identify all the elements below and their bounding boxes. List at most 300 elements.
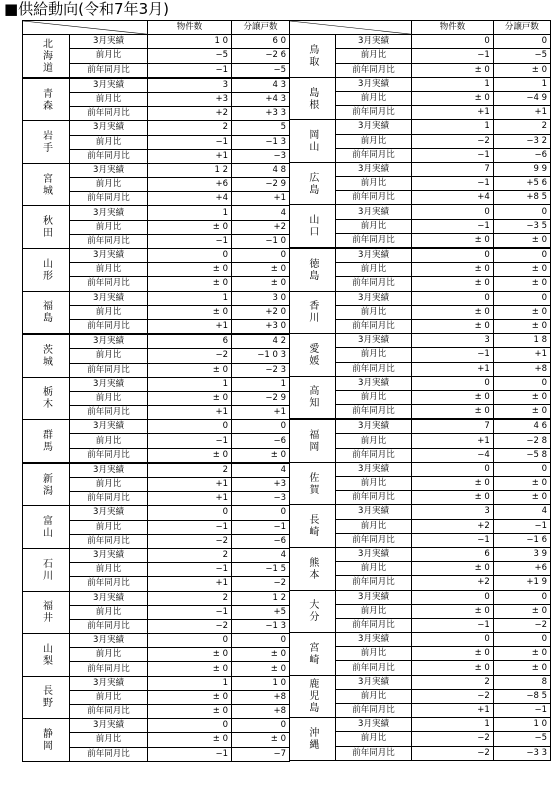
- units-cell: ± 0: [493, 305, 550, 319]
- units-cell: +8 5: [493, 191, 550, 205]
- row-label: 3月実績: [335, 376, 412, 390]
- table-row: [23, 463, 290, 478]
- row-label: 3月実績: [70, 163, 148, 177]
- count-cell: 0: [148, 506, 232, 520]
- count-cell: ± 0: [412, 405, 494, 420]
- diagonal-header-cell: [23, 21, 148, 35]
- row-label: 3月実績: [335, 205, 412, 219]
- prefecture-name: 鳥取: [290, 35, 336, 78]
- count-cell: −2: [148, 349, 232, 363]
- units-cell: −3 5: [493, 219, 550, 233]
- prefecture-name: 静岡: [23, 719, 70, 762]
- units-cell: 4 2: [232, 334, 290, 349]
- row-label: 前年同月比: [70, 534, 148, 548]
- row-label: 3月実績: [335, 77, 412, 91]
- count-cell: 0: [148, 420, 232, 434]
- units-cell: 4: [493, 505, 550, 519]
- row-label: 前月比: [335, 434, 412, 448]
- row-label: 3月実績: [335, 505, 412, 519]
- count-cell: ± 0: [148, 263, 232, 277]
- units-cell: −3: [232, 149, 290, 163]
- units-cell: 0: [232, 719, 290, 733]
- count-cell: 1 0: [148, 35, 232, 49]
- table-row: [23, 591, 290, 605]
- units-cell: −1: [493, 519, 550, 533]
- count-cell: +4: [412, 191, 494, 205]
- row-label: 3月実績: [70, 634, 148, 648]
- prefecture-name: 山形: [23, 249, 70, 292]
- count-cell: 3: [412, 334, 494, 348]
- count-cell: −5: [148, 49, 232, 63]
- units-cell: 0: [493, 590, 550, 604]
- units-cell: −5 8: [493, 448, 550, 462]
- row-label: 前年同月比: [70, 577, 148, 591]
- prefecture-name: 宮崎: [290, 633, 336, 676]
- table-row: [23, 121, 290, 135]
- units-cell: ± 0: [493, 661, 550, 675]
- table-row: [290, 77, 551, 91]
- row-label: 前月比: [335, 305, 412, 319]
- header-units: 分譲戸数: [232, 21, 290, 35]
- table-row: [23, 548, 290, 562]
- count-cell: −1: [148, 234, 232, 248]
- table-row: [23, 163, 290, 177]
- count-cell: 3: [148, 78, 232, 93]
- row-label: 前月比: [70, 434, 148, 448]
- table-row: [23, 206, 290, 220]
- units-cell: −5: [493, 732, 550, 746]
- count-cell: −1: [148, 434, 232, 448]
- table-row: [290, 718, 551, 732]
- prefecture-name: 新潟: [23, 463, 70, 506]
- row-label: 前年同月比: [70, 277, 148, 291]
- count-cell: 7: [412, 162, 494, 176]
- units-cell: ± 0: [493, 63, 550, 77]
- row-label: 前年同月比: [335, 63, 412, 77]
- count-cell: 0: [412, 590, 494, 604]
- units-cell: ± 0: [232, 733, 290, 747]
- row-label: 3月実績: [70, 506, 148, 520]
- count-cell: −2: [412, 689, 494, 703]
- count-cell: ± 0: [412, 277, 494, 291]
- row-label: 前月比: [335, 134, 412, 148]
- row-label: 前月比: [335, 348, 412, 362]
- units-cell: 2: [493, 120, 550, 134]
- units-cell: +1 9: [493, 576, 550, 590]
- table-row: [23, 634, 290, 648]
- units-cell: −7: [232, 747, 290, 761]
- prefecture-name: 岩手: [23, 121, 70, 164]
- row-label: 前月比: [70, 305, 148, 319]
- row-label: 前年同月比: [70, 619, 148, 633]
- row-label: 3月実績: [335, 248, 412, 263]
- units-cell: −1 0: [232, 234, 290, 248]
- count-cell: ± 0: [412, 390, 494, 404]
- header-count: 物件数: [148, 21, 232, 35]
- count-cell: −1: [412, 533, 494, 547]
- units-cell: −1 3: [232, 135, 290, 149]
- row-label: 前月比: [70, 733, 148, 747]
- row-label: 3月実績: [70, 78, 148, 93]
- table-row: [290, 462, 551, 476]
- prefecture-name: 長崎: [290, 505, 336, 548]
- count-cell: 1: [148, 206, 232, 220]
- count-cell: ± 0: [148, 305, 232, 319]
- units-cell: 8: [493, 675, 550, 689]
- row-label: 前月比: [335, 732, 412, 746]
- count-cell: −1: [412, 148, 494, 162]
- count-cell: ± 0: [412, 562, 494, 576]
- row-label: 前月比: [70, 478, 148, 492]
- prefecture-name: 富山: [23, 506, 70, 549]
- units-cell: 4: [232, 548, 290, 562]
- table-row: [23, 35, 290, 49]
- units-cell: ± 0: [493, 319, 550, 333]
- row-label: 3月実績: [70, 249, 148, 263]
- count-cell: 0: [412, 376, 494, 390]
- prefecture-name: 岡山: [290, 120, 336, 163]
- count-cell: 2: [148, 591, 232, 605]
- row-label: 前年同月比: [70, 406, 148, 420]
- units-cell: −3: [232, 492, 290, 506]
- count-cell: +2: [412, 576, 494, 590]
- table-row: [23, 291, 290, 305]
- units-cell: +2 0: [232, 305, 290, 319]
- count-cell: 0: [148, 634, 232, 648]
- row-label: 前年同月比: [335, 405, 412, 420]
- count-cell: −2: [148, 619, 232, 633]
- prefecture-name: 山口: [290, 205, 336, 248]
- row-label: 前月比: [335, 49, 412, 63]
- units-cell: 0: [493, 291, 550, 305]
- count-cell: −2: [412, 746, 494, 760]
- table-row: [23, 249, 290, 263]
- row-label: 前年同月比: [70, 149, 148, 163]
- units-cell: +1: [232, 406, 290, 420]
- units-cell: +5: [232, 605, 290, 619]
- table-row: [290, 419, 551, 434]
- row-label: 3月実績: [335, 590, 412, 604]
- count-cell: ± 0: [148, 448, 232, 463]
- row-label: 前年同月比: [70, 705, 148, 719]
- count-cell: ± 0: [412, 604, 494, 618]
- count-cell: −1: [148, 135, 232, 149]
- count-cell: 0: [412, 205, 494, 219]
- count-cell: −1: [148, 605, 232, 619]
- prefecture-name: 香川: [290, 291, 336, 334]
- count-cell: ± 0: [412, 263, 494, 277]
- row-label: 3月実績: [70, 291, 148, 305]
- count-cell: −2: [148, 534, 232, 548]
- row-label: 3月実績: [335, 162, 412, 176]
- table-row: [290, 590, 551, 604]
- count-cell: ± 0: [148, 391, 232, 405]
- units-cell: ± 0: [493, 405, 550, 420]
- row-label: 前月比: [335, 219, 412, 233]
- units-cell: 0: [232, 506, 290, 520]
- units-cell: 0: [493, 205, 550, 219]
- table-row: [290, 162, 551, 176]
- units-cell: −1: [232, 520, 290, 534]
- row-label: 前月比: [70, 178, 148, 192]
- count-cell: 0: [412, 633, 494, 647]
- units-cell: ± 0: [493, 647, 550, 661]
- row-label: 前月比: [70, 605, 148, 619]
- units-cell: 0: [232, 420, 290, 434]
- page-title: ■供給動向(令和7年3月): [4, 0, 169, 18]
- count-cell: 1: [412, 718, 494, 732]
- row-label: 前月比: [335, 477, 412, 491]
- prefecture-name: 青森: [23, 78, 70, 121]
- row-label: 前年同月比: [70, 107, 148, 121]
- count-cell: −2: [412, 134, 494, 148]
- units-cell: +3 3: [232, 107, 290, 121]
- row-label: 前月比: [70, 220, 148, 234]
- count-cell: ± 0: [412, 91, 494, 105]
- table-row: [23, 506, 290, 520]
- row-label: 前年同月比: [70, 747, 148, 761]
- count-cell: +1: [412, 362, 494, 376]
- count-cell: +3: [148, 92, 232, 106]
- units-cell: +1: [232, 192, 290, 206]
- row-label: 3月実績: [335, 35, 412, 49]
- prefecture-name: 栃木: [23, 377, 70, 420]
- count-cell: ± 0: [412, 233, 494, 248]
- row-label: 前年同月比: [335, 106, 412, 120]
- table-row: [290, 248, 551, 263]
- count-cell: 2: [412, 675, 494, 689]
- units-cell: ± 0: [232, 448, 290, 463]
- count-cell: 1: [412, 120, 494, 134]
- units-cell: −2 6: [232, 49, 290, 63]
- count-cell: +1: [412, 434, 494, 448]
- units-cell: −1: [493, 704, 550, 718]
- table-row: [23, 719, 290, 733]
- units-cell: ± 0: [493, 477, 550, 491]
- row-label: 前年同月比: [335, 319, 412, 333]
- table-row: [23, 420, 290, 434]
- units-cell: ± 0: [493, 263, 550, 277]
- row-label: 前年同月比: [335, 576, 412, 590]
- units-cell: 0: [232, 634, 290, 648]
- count-cell: 2: [148, 548, 232, 562]
- units-cell: 1 0: [232, 676, 290, 690]
- row-label: 前月比: [70, 563, 148, 577]
- prefecture-name: 北海道: [23, 35, 70, 78]
- units-cell: −6: [493, 148, 550, 162]
- units-cell: −2 9: [232, 391, 290, 405]
- prefecture-name: 広島: [290, 162, 336, 205]
- row-label: 前年同月比: [335, 448, 412, 462]
- count-cell: 6: [412, 547, 494, 561]
- units-cell: −2 3: [232, 363, 290, 377]
- row-label: 前年同月比: [70, 448, 148, 463]
- count-cell: −1: [412, 618, 494, 632]
- count-cell: +1: [412, 106, 494, 120]
- units-cell: 0: [232, 249, 290, 263]
- row-label: 3月実績: [70, 719, 148, 733]
- count-cell: +1: [148, 577, 232, 591]
- header-row: [23, 21, 290, 35]
- units-cell: +8: [493, 362, 550, 376]
- count-cell: −1: [148, 63, 232, 78]
- units-cell: ± 0: [493, 390, 550, 404]
- units-cell: 3 9: [493, 547, 550, 561]
- count-cell: ± 0: [148, 662, 232, 676]
- row-label: 3月実績: [70, 377, 148, 391]
- count-cell: ± 0: [148, 220, 232, 234]
- units-cell: ± 0: [493, 233, 550, 248]
- count-cell: −1: [412, 49, 494, 63]
- units-cell: 1 0: [493, 718, 550, 732]
- count-cell: +1: [412, 704, 494, 718]
- units-cell: −2: [232, 577, 290, 591]
- prefecture-name: 福岡: [290, 419, 336, 462]
- row-label: 前月比: [335, 604, 412, 618]
- units-cell: 5: [232, 121, 290, 135]
- count-cell: 1 2: [148, 163, 232, 177]
- row-label: 前年同月比: [70, 662, 148, 676]
- table-row: [290, 547, 551, 561]
- count-cell: 0: [148, 719, 232, 733]
- count-cell: 3: [412, 505, 494, 519]
- units-cell: 4: [232, 206, 290, 220]
- units-cell: +3 0: [232, 319, 290, 334]
- table-row: [290, 120, 551, 134]
- count-cell: −1: [412, 177, 494, 191]
- row-label: 前年同月比: [70, 319, 148, 334]
- table-row: [23, 78, 290, 93]
- header-row: [290, 21, 551, 35]
- prefecture-name: 熊本: [290, 547, 336, 590]
- units-cell: −6: [232, 434, 290, 448]
- row-label: 前年同月比: [335, 233, 412, 248]
- count-cell: +1: [148, 149, 232, 163]
- prefecture-name: 宮城: [23, 163, 70, 206]
- units-cell: −1 0 3: [232, 349, 290, 363]
- row-label: 3月実績: [70, 548, 148, 562]
- count-cell: −1: [148, 563, 232, 577]
- table-row: [290, 205, 551, 219]
- count-cell: +1: [148, 406, 232, 420]
- units-cell: 1: [493, 77, 550, 91]
- count-cell: 0: [412, 248, 494, 263]
- units-cell: +8: [232, 690, 290, 704]
- row-label: 前年同月比: [335, 362, 412, 376]
- row-label: 前月比: [70, 349, 148, 363]
- count-cell: 7: [412, 419, 494, 434]
- units-cell: 6 0: [232, 35, 290, 49]
- units-cell: 1: [232, 377, 290, 391]
- header-units: 分譲戸数: [493, 21, 550, 35]
- table-row: [290, 505, 551, 519]
- units-cell: +3: [232, 478, 290, 492]
- row-label: 前月比: [335, 390, 412, 404]
- row-label: 前月比: [70, 520, 148, 534]
- prefecture-name: 山梨: [23, 634, 70, 677]
- units-cell: 4 6: [493, 419, 550, 434]
- table-row: [23, 377, 290, 391]
- row-label: 3月実績: [70, 591, 148, 605]
- units-cell: 3 0: [232, 291, 290, 305]
- units-cell: +8: [232, 705, 290, 719]
- units-cell: 0: [493, 633, 550, 647]
- count-cell: +2: [412, 519, 494, 533]
- count-cell: 2: [148, 121, 232, 135]
- units-cell: +2: [232, 220, 290, 234]
- count-cell: ± 0: [148, 648, 232, 662]
- units-cell: −1 5: [232, 563, 290, 577]
- prefecture-name: 高知: [290, 376, 336, 419]
- count-cell: 1: [412, 77, 494, 91]
- row-label: 前年同月比: [70, 234, 148, 248]
- prefecture-name: 大分: [290, 590, 336, 633]
- row-label: 前月比: [335, 91, 412, 105]
- units-cell: 0: [493, 248, 550, 263]
- count-cell: −1: [148, 520, 232, 534]
- units-cell: ± 0: [232, 277, 290, 291]
- count-cell: 0: [412, 35, 494, 49]
- count-cell: 1: [148, 291, 232, 305]
- units-cell: ± 0: [493, 604, 550, 618]
- row-label: 3月実績: [70, 35, 148, 49]
- units-cell: −3 3: [493, 746, 550, 760]
- row-label: 前年同月比: [70, 63, 148, 78]
- supply-table-left: [22, 20, 290, 762]
- count-cell: 1: [148, 676, 232, 690]
- row-label: 前年同月比: [335, 191, 412, 205]
- units-cell: ± 0: [493, 277, 550, 291]
- row-label: 前月比: [335, 177, 412, 191]
- count-cell: ± 0: [412, 661, 494, 675]
- row-label: 前月比: [335, 519, 412, 533]
- row-label: 前年同月比: [70, 363, 148, 377]
- row-label: 3月実績: [70, 420, 148, 434]
- row-label: 前年同月比: [335, 491, 412, 505]
- units-cell: 0: [493, 462, 550, 476]
- row-label: 3月実績: [70, 463, 148, 478]
- row-label: 前年同月比: [70, 492, 148, 506]
- count-cell: ± 0: [412, 647, 494, 661]
- units-cell: 1 2: [232, 591, 290, 605]
- units-cell: −2: [493, 618, 550, 632]
- count-cell: 2: [148, 463, 232, 478]
- units-cell: ± 0: [232, 662, 290, 676]
- units-cell: −2 9: [232, 178, 290, 192]
- prefecture-name: 長野: [23, 676, 70, 719]
- row-label: 3月実績: [70, 334, 148, 349]
- prefecture-name: 石川: [23, 548, 70, 591]
- count-cell: 6: [148, 334, 232, 349]
- row-label: 前年同月比: [335, 661, 412, 675]
- prefecture-name: 福井: [23, 591, 70, 634]
- header-count: 物件数: [412, 21, 494, 35]
- count-cell: ± 0: [412, 305, 494, 319]
- count-cell: +2: [148, 107, 232, 121]
- row-label: 3月実績: [335, 718, 412, 732]
- count-cell: +1: [148, 319, 232, 334]
- units-cell: ± 0: [493, 491, 550, 505]
- count-cell: −1: [412, 219, 494, 233]
- units-cell: 4 8: [232, 163, 290, 177]
- row-label: 3月実績: [335, 675, 412, 689]
- count-cell: ± 0: [148, 690, 232, 704]
- prefecture-name: 島根: [290, 77, 336, 120]
- count-cell: −4: [412, 448, 494, 462]
- row-label: 前月比: [335, 562, 412, 576]
- units-cell: −5: [232, 63, 290, 78]
- count-cell: ± 0: [412, 491, 494, 505]
